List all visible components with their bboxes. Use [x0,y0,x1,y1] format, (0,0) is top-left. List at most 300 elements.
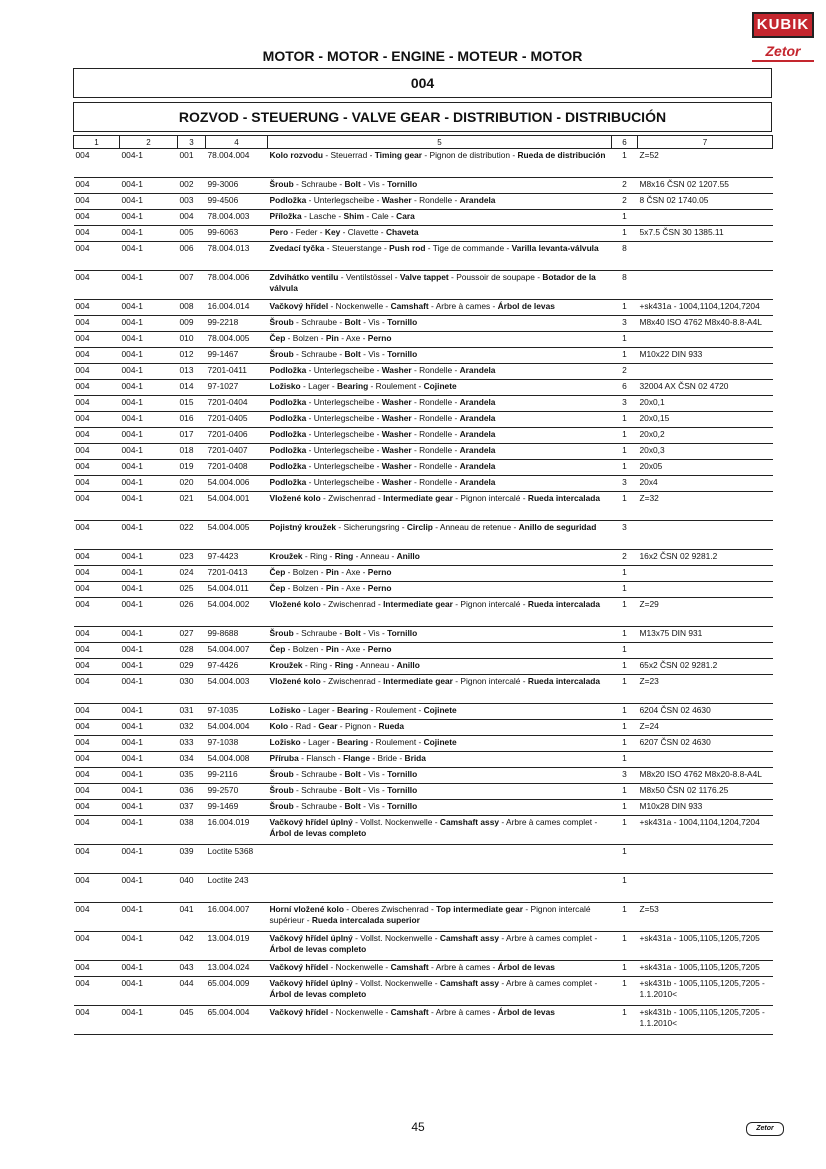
zetor-footer-logo: Zetor [746,1122,784,1136]
cell-c3: 023 [178,550,206,566]
cell-c2: 004-1 [120,800,178,816]
cell-c3: 037 [178,800,206,816]
cell-name: Příruba - Flansch - Flange - Bride - Brida [268,752,612,768]
cell-c3: 018 [178,444,206,460]
table-row [74,784,773,800]
cell-c2: 004-1 [120,1006,178,1035]
cell-note: 65x2 ČSN 02 9281.2 [638,659,773,675]
cell-qty: 2 [612,178,638,194]
cell-c3: 036 [178,784,206,800]
table-row [74,736,773,752]
cell-c1: 004 [74,874,120,903]
cell-qty: 1 [612,428,638,444]
cell-name: Šroub - Schraube - Bolt - Vis - Tornillo [268,316,612,332]
cell-c4: 7201-0408 [206,460,268,476]
cell-c4: 97-4426 [206,659,268,675]
cell-note [638,752,773,768]
table-row [74,659,773,675]
cell-c3: 016 [178,412,206,428]
cell-c2: 004-1 [120,492,178,521]
cell-name: Kroužek - Ring - Ring - Anneau - Anillo [268,550,612,566]
cell-name: Zdvihátko ventilu - Ventilstössel - Valve tappet - Poussoir de soupape - Botador de la válvula [268,271,612,300]
cell-c2: 004-1 [120,194,178,210]
table-row [74,242,773,271]
column-header: 3 [178,136,206,149]
cell-c1: 004 [74,396,120,412]
cell-c3: 031 [178,704,206,720]
cell-note: +sk431a - 1005,1105,1205,7205 [638,961,773,977]
cell-name: Pero - Feder - Key - Clavette - Chaveta [268,226,612,242]
cell-c1: 004 [74,977,120,1006]
cell-qty: 3 [612,768,638,784]
cell-name: Podložka - Unterlegscheibe - Washer - Rondelle - Arandela [268,476,612,492]
cell-qty: 1 [612,720,638,736]
cell-c4: 54.004.007 [206,643,268,659]
cell-note: 20x0,15 [638,412,773,428]
cell-c4: 78.004.004 [206,149,268,178]
cell-c3: 027 [178,627,206,643]
table-row [74,627,773,643]
cell-name: Čep - Bolzen - Pin - Axe - Perno [268,582,612,598]
cell-note: 8 ČSN 02 1740.05 [638,194,773,210]
cell-note: +sk431a - 1004,1104,1204,7204 [638,816,773,845]
cell-c1: 004 [74,720,120,736]
cell-name: Podložka - Unterlegscheibe - Washer - Rondelle - Arandela [268,194,612,210]
cell-qty: 1 [612,566,638,582]
cell-qty: 1 [612,492,638,521]
cell-c2: 004-1 [120,784,178,800]
cell-name: Čep - Bolzen - Pin - Axe - Perno [268,332,612,348]
cell-name: Šroub - Schraube - Bolt - Vis - Tornillo [268,627,612,643]
cell-c3: 025 [178,582,206,598]
cell-qty: 1 [612,300,638,316]
table-row [74,178,773,194]
cell-c1: 004 [74,444,120,460]
cell-qty: 1 [612,736,638,752]
cell-c4: 13.004.019 [206,932,268,961]
cell-name: Vačkový hřídel - Nockenwelle - Camshaft - Arbre à cames - Árbol de levas [268,961,612,977]
cell-note: +sk431a - 1004,1104,1204,7204 [638,300,773,316]
cell-note: 20x4 [638,476,773,492]
table-row [74,194,773,210]
table-row [74,704,773,720]
cell-c4: 78.004.005 [206,332,268,348]
column-header: 2 [120,136,178,149]
cell-c1: 004 [74,492,120,521]
table-row [74,316,773,332]
cell-c1: 004 [74,226,120,242]
cell-note [638,210,773,226]
cell-note: 32004 AX ČSN 02 4720 [638,380,773,396]
table-row [74,1006,773,1035]
table-row [74,348,773,364]
cell-c3: 008 [178,300,206,316]
cell-c1: 004 [74,752,120,768]
cell-name: Podložka - Unterlegscheibe - Washer - Rondelle - Arandela [268,460,612,476]
cell-c3: 041 [178,903,206,932]
cell-name: Vačkový hřídel úplný - Vollst. Nockenwelle - Camshaft assy - Arbre à cames complet - Árbol de levas completo [268,977,612,1006]
cell-c4: 99-2116 [206,768,268,784]
table-row [74,582,773,598]
cell-c4: 99-1467 [206,348,268,364]
table-row [74,675,773,704]
cell-note: 16x2 ČSN 02 9281.2 [638,550,773,566]
table-row [74,845,773,874]
cell-c1: 004 [74,412,120,428]
cell-name: Vložené kolo - Zwischenrad - Intermediate gear - Pignon intercalé - Rueda intercalada [268,598,612,627]
cell-c1: 004 [74,582,120,598]
table-row [74,521,773,550]
cell-c3: 006 [178,242,206,271]
cell-note: +sk431a - 1005,1105,1205,7205 [638,932,773,961]
cell-c3: 035 [178,768,206,784]
cell-name: Vačkový hřídel úplný - Vollst. Nockenwelle - Camshaft assy - Arbre à cames complet - Árbol de levas completo [268,816,612,845]
cell-qty: 3 [612,521,638,550]
cell-c4: 13.004.024 [206,961,268,977]
cell-name: Šroub - Schraube - Bolt - Vis - Tornillo [268,178,612,194]
cell-c3: 020 [178,476,206,492]
cell-c2: 004-1 [120,752,178,768]
cell-name: Kroužek - Ring - Ring - Anneau - Anillo [268,659,612,675]
cell-c1: 004 [74,800,120,816]
cell-note: 20x05 [638,460,773,476]
cell-c2: 004-1 [120,210,178,226]
cell-c1: 004 [74,348,120,364]
cell-qty: 8 [612,242,638,271]
cell-c4: 7201-0406 [206,428,268,444]
table-row [74,396,773,412]
cell-qty: 1 [612,845,638,874]
page-number: 45 [411,1120,425,1134]
cell-name [268,845,612,874]
cell-c4: 7201-0407 [206,444,268,460]
cell-note: Z=24 [638,720,773,736]
column-header: 5 [268,136,612,149]
cell-note: Z=23 [638,675,773,704]
cell-note [638,521,773,550]
table-row [74,768,773,784]
cell-c3: 004 [178,210,206,226]
cell-c2: 004-1 [120,300,178,316]
cell-c4: 54.004.004 [206,720,268,736]
table-row [74,903,773,932]
cell-c4: 7201-0404 [206,396,268,412]
table-row [74,271,773,300]
table-row [74,492,773,521]
cell-c4: 16.004.019 [206,816,268,845]
table-row [74,932,773,961]
cell-note: 20x0,2 [638,428,773,444]
cell-c4: 99-8688 [206,627,268,643]
cell-qty: 1 [612,874,638,903]
cell-c2: 004-1 [120,932,178,961]
cell-c2: 004-1 [120,550,178,566]
cell-name: Šroub - Schraube - Bolt - Vis - Tornillo [268,800,612,816]
cell-c4: 99-6063 [206,226,268,242]
cell-c2: 004-1 [120,961,178,977]
cell-c2: 004-1 [120,521,178,550]
cell-note: 20x0,1 [638,396,773,412]
cell-name [268,874,612,903]
cell-c3: 029 [178,659,206,675]
table-row [74,332,773,348]
cell-c2: 004-1 [120,380,178,396]
cell-c3: 015 [178,396,206,412]
cell-c4: 78.004.006 [206,271,268,300]
cell-qty: 1 [612,961,638,977]
cell-qty: 1 [612,784,638,800]
cell-note [638,566,773,582]
table-row [74,598,773,627]
cell-c1: 004 [74,643,120,659]
cell-c1: 004 [74,521,120,550]
cell-note: M8x40 ISO 4762 M8x40-8.8-A4L [638,316,773,332]
cell-name: Čep - Bolzen - Pin - Axe - Perno [268,643,612,659]
cell-note: Z=53 [638,903,773,932]
cell-c3: 040 [178,874,206,903]
cell-c2: 004-1 [120,845,178,874]
cell-qty: 1 [612,582,638,598]
cell-c1: 004 [74,380,120,396]
cell-c1: 004 [74,961,120,977]
cell-c1: 004 [74,364,120,380]
cell-name: Vložené kolo - Zwischenrad - Intermediate gear - Pignon intercalé - Rueda intercalada [268,675,612,704]
cell-note: +sk431b - 1005,1105,1205,7205 - 1.1.2010< [638,1006,773,1035]
table-row [74,800,773,816]
kubik-logo-text: KUBIK [752,12,814,38]
cell-c4: 97-1035 [206,704,268,720]
cell-c4: 54.004.002 [206,598,268,627]
cell-c2: 004-1 [120,816,178,845]
cell-c3: 019 [178,460,206,476]
cell-c4: 54.004.005 [206,521,268,550]
cell-c1: 004 [74,736,120,752]
cell-c3: 045 [178,1006,206,1035]
cell-qty: 1 [612,210,638,226]
cell-c2: 004-1 [120,643,178,659]
cell-c1: 004 [74,903,120,932]
cell-c3: 039 [178,845,206,874]
cell-c1: 004 [74,316,120,332]
cell-name: Šroub - Schraube - Bolt - Vis - Tornillo [268,348,612,364]
cell-note: M10x22 DIN 933 [638,348,773,364]
cell-c4: 65.004.009 [206,977,268,1006]
cell-c2: 004-1 [120,903,178,932]
cell-c2: 004-1 [120,348,178,364]
parts-table [73,135,773,1035]
cell-c2: 004-1 [120,476,178,492]
cell-c3: 014 [178,380,206,396]
table-row [74,210,773,226]
cell-c1: 004 [74,149,120,178]
cell-name: Ložisko - Lager - Bearing - Roulement - Cojinete [268,736,612,752]
cell-note: M13x75 DIN 931 [638,627,773,643]
cell-c3: 002 [178,178,206,194]
cell-name: Šroub - Schraube - Bolt - Vis - Tornillo [268,768,612,784]
cell-name: Čep - Bolzen - Pin - Axe - Perno [268,566,612,582]
cell-name: Vačkový hřídel - Nockenwelle - Camshaft - Arbre à cames - Árbol de levas [268,300,612,316]
cell-note [638,874,773,903]
cell-note [638,582,773,598]
cell-c3: 043 [178,961,206,977]
table-row [74,149,773,178]
cell-qty: 2 [612,364,638,380]
cell-c3: 022 [178,521,206,550]
cell-c2: 004-1 [120,768,178,784]
cell-qty: 1 [612,627,638,643]
cell-c2: 004-1 [120,566,178,582]
table-row [74,300,773,316]
cell-qty: 1 [612,444,638,460]
cell-note: Z=29 [638,598,773,627]
zetor-logo-text: Zetor [752,42,814,62]
cell-c3: 030 [178,675,206,704]
cell-c3: 009 [178,316,206,332]
cell-qty: 3 [612,316,638,332]
cell-name: Vložené kolo - Zwischenrad - Intermediate gear - Pignon intercalé - Rueda intercalada [268,492,612,521]
cell-name: Kolo - Rad - Gear - Pignon - Rueda [268,720,612,736]
cell-c4: 54.004.008 [206,752,268,768]
cell-name: Vačkový hřídel úplný - Vollst. Nockenwelle - Camshaft assy - Arbre à cames complet - Árbol de levas completo [268,932,612,961]
cell-name: Podložka - Unterlegscheibe - Washer - Rondelle - Arandela [268,412,612,428]
cell-c4: 54.004.011 [206,582,268,598]
cell-c4: 99-1469 [206,800,268,816]
cell-c4: Loctite 243 [206,874,268,903]
cell-c3: 007 [178,271,206,300]
cell-c4: Loctite 5368 [206,845,268,874]
table-row [74,380,773,396]
cell-name: Podložka - Unterlegscheibe - Washer - Rondelle - Arandela [268,428,612,444]
cell-c2: 004-1 [120,460,178,476]
cell-c4: 78.004.013 [206,242,268,271]
cell-c2: 004-1 [120,659,178,675]
table-row [74,643,773,659]
table-row [74,550,773,566]
cell-c1: 004 [74,659,120,675]
cell-c2: 004-1 [120,226,178,242]
cell-c1: 004 [74,210,120,226]
cell-note: 6207 ČSN 02 4630 [638,736,773,752]
cell-qty: 1 [612,932,638,961]
cell-name: Pojistný kroužek - Sicherungsring - Circlip - Anneau de retenue - Anillo de seguridad [268,521,612,550]
cell-qty: 1 [612,752,638,768]
cell-c1: 004 [74,566,120,582]
cell-c4: 7201-0411 [206,364,268,380]
cell-note: M8x50 ČSN 02 1176.25 [638,784,773,800]
cell-note: Z=52 [638,149,773,178]
cell-qty: 6 [612,380,638,396]
cell-c2: 004-1 [120,178,178,194]
cell-name: Podložka - Unterlegscheibe - Washer - Rondelle - Arandela [268,396,612,412]
cell-qty: 1 [612,675,638,704]
table-row [74,720,773,736]
table-row [74,364,773,380]
cell-c2: 004-1 [120,364,178,380]
table-row [74,460,773,476]
cell-c2: 004-1 [120,736,178,752]
cell-note [638,364,773,380]
table-row [74,476,773,492]
cell-name: Vačkový hřídel - Nockenwelle - Camshaft - Arbre à cames - Árbol de levas [268,1006,612,1035]
table-row [74,816,773,845]
cell-c4: 7201-0405 [206,412,268,428]
column-header: 4 [206,136,268,149]
cell-c4: 99-2570 [206,784,268,800]
cell-c3: 042 [178,932,206,961]
cell-name: Zvedací tyčka - Steuerstange - Push rod - Tige de commande - Varilla levanta-válvula [268,242,612,271]
cell-c2: 004-1 [120,428,178,444]
cell-note [638,271,773,300]
cell-c1: 004 [74,816,120,845]
group-number: 004 [73,68,772,98]
cell-c3: 003 [178,194,206,210]
cell-c1: 004 [74,704,120,720]
cell-c3: 017 [178,428,206,444]
cell-c3: 005 [178,226,206,242]
cell-note: 20x0,3 [638,444,773,460]
table-row [74,412,773,428]
cell-note: +sk431b - 1005,1105,1205,7205 - 1.1.2010< [638,977,773,1006]
cell-c1: 004 [74,178,120,194]
cell-c4: 99-4506 [206,194,268,210]
cell-note [638,242,773,271]
cell-c1: 004 [74,194,120,210]
table-row [74,444,773,460]
cell-qty: 2 [612,194,638,210]
cell-c2: 004-1 [120,675,178,704]
cell-c2: 004-1 [120,627,178,643]
section-title: ROZVOD - STEUERUNG - VALVE GEAR - DISTRIBUTION - DISTRIBUCIÓN [73,102,772,132]
cell-c2: 004-1 [120,149,178,178]
cell-c2: 004-1 [120,412,178,428]
cell-c3: 013 [178,364,206,380]
cell-c1: 004 [74,242,120,271]
cell-c2: 004-1 [120,242,178,271]
table-row [74,428,773,444]
cell-c4: 97-4423 [206,550,268,566]
cell-c2: 004-1 [120,977,178,1006]
table-row [74,961,773,977]
cell-c4: 99-2218 [206,316,268,332]
page-title: MOTOR - MOTOR - ENGINE - MOTEUR - MOTOR [262,48,583,64]
cell-c1: 004 [74,1006,120,1035]
cell-c4: 54.004.003 [206,675,268,704]
cell-c2: 004-1 [120,396,178,412]
cell-qty: 1 [612,460,638,476]
column-header: 7 [638,136,773,149]
cell-c4: 16.004.007 [206,903,268,932]
cell-c2: 004-1 [120,704,178,720]
cell-c1: 004 [74,271,120,300]
cell-note [638,332,773,348]
cell-qty: 1 [612,704,638,720]
cell-c2: 004-1 [120,720,178,736]
cell-c3: 024 [178,566,206,582]
cell-qty: 1 [612,643,638,659]
cell-qty: 8 [612,271,638,300]
cell-c2: 004-1 [120,582,178,598]
cell-qty: 1 [612,332,638,348]
cell-c4: 7201-0413 [206,566,268,582]
cell-c1: 004 [74,428,120,444]
cell-c3: 044 [178,977,206,1006]
cell-c1: 004 [74,300,120,316]
cell-name: Kolo rozvodu - Steuerrad - Timing gear - Pignon de distribution - Rueda de distribución [268,149,612,178]
cell-c1: 004 [74,768,120,784]
cell-note: 5x7.5 ČSN 30 1385.11 [638,226,773,242]
cell-c2: 004-1 [120,598,178,627]
cell-name: Ložisko - Lager - Bearing - Roulement - Cojinete [268,380,612,396]
